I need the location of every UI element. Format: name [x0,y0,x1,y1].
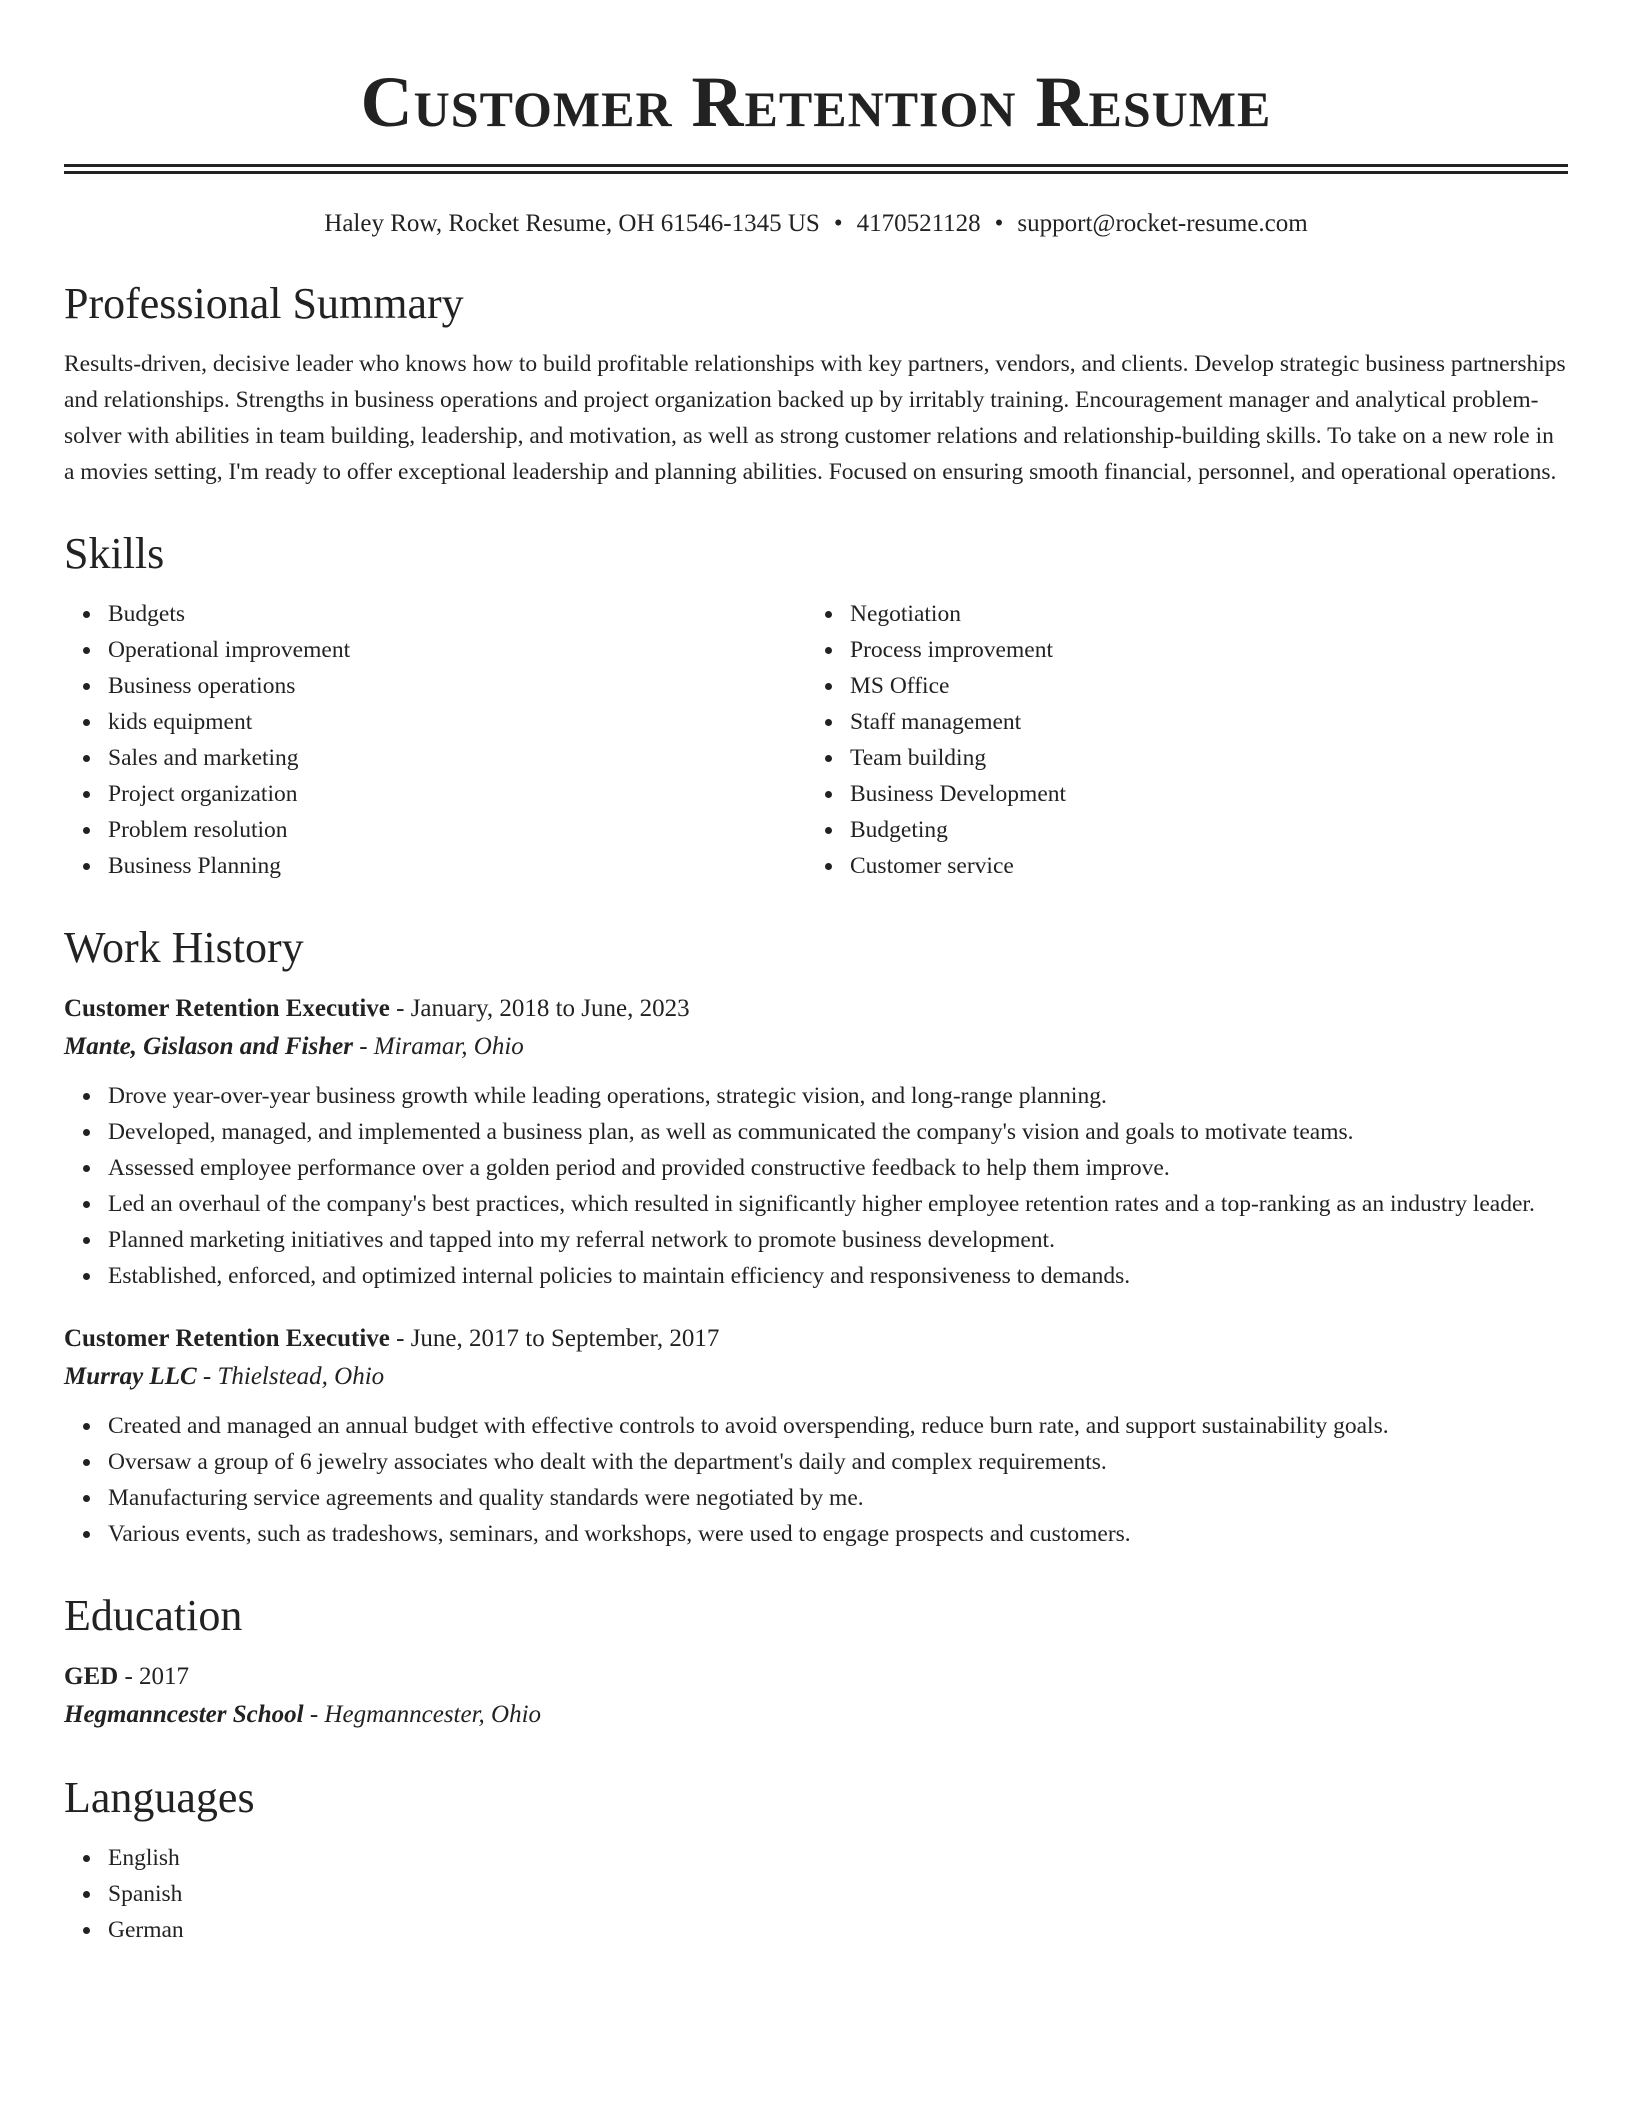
education-school-line [64,1696,1568,1734]
skills-list-right [806,596,1548,884]
language-item: Spanish [108,1876,1568,1912]
job-dates: - January, 2018 to June, 2023 [389,995,690,1022]
skill-item: Team building [850,740,1548,776]
education-heading: Education [64,1591,243,1640]
work-history-heading: Work History [64,923,304,972]
skill-item: Project organization [108,776,806,812]
languages-heading: Languages [64,1773,255,1822]
education-degree: GED [64,1663,119,1690]
skill-item: Staff management [850,704,1548,740]
job-duty-item: Oversaw a group of 6 jewelry associates who dealt with the department's daily and complex requirements. [108,1444,1568,1480]
contact-phone: 4170521128 [856,210,981,237]
job-company-line [64,1358,1568,1396]
skill-item: Negotiation [850,596,1548,632]
work-history-section [64,922,1568,1552]
skill-item: Customer service [850,848,1548,884]
skill-item: Sales and marketing [108,740,806,776]
contact-email: support@rocket-resume.com [1017,210,1308,237]
job-company: Murray LLC [64,1363,197,1390]
languages-list [64,1840,1568,1948]
job-duty-item: Drove year-over-year business growth while leading operations, strategic vision, and long-range planning. [108,1078,1568,1114]
job-duties-list [64,1408,1568,1552]
education-school: Hegmanncester School [64,1701,304,1728]
skill-item: Operational improvement [108,632,806,668]
job-duty-item: Assessed employee performance over a golden period and provided constructive feedback to help them improve. [108,1150,1568,1186]
skills-column-left [64,596,806,884]
job-duty-item: Created and managed an annual budget with effective controls to avoid overspending, reduce burn rate, and support sustainability goals. [108,1408,1568,1444]
contact-line [64,208,1568,240]
education-year: - 2017 [118,1663,190,1690]
contact-separator: • [994,210,1004,237]
skill-item: Business Planning [108,848,806,884]
job-entry [64,1320,1568,1552]
job-company: Mante, Gislason and Fisher [64,1033,353,1060]
skills-heading: Skills [64,529,165,578]
skills-column-right [806,596,1548,884]
summary-text: Results-driven, decisive leader who knows how to build profitable relationships with key partners, vendors, and clients. Develop strategic business partnerships and relationships. Strengths in business operations and project organization backed up by irritably training. Encouragement manager and analytical problem-solver with abilities in team building, leadership, and motivation, as well as strong customer relations and relationship-building skills. To take on a new role in a movies setting, I'm ready to offer exceptional leadership and planning abilities. Focused on ensuring smooth financial, personnel, and operational operations. [64,351,1566,485]
job-location: - Thielstead, Ohio [196,1363,385,1390]
job-duty-item: Planned marketing initiatives and tapped into my referral network to promote business development. [108,1222,1568,1258]
language-item: English [108,1840,1568,1876]
job-duties-list [64,1078,1568,1294]
skills-section [64,528,1568,884]
skill-item: MS Office [850,668,1548,704]
job-duty-item: Developed, managed, and implemented a business plan, as well as communicated the company's vision and goals to motivate teams. [108,1114,1568,1150]
job-duty-item: Manufacturing service agreements and quality standards were negotiated by me. [108,1480,1568,1516]
skills-list-left [64,596,806,884]
job-title-line [64,1320,1568,1358]
languages-section [64,1772,1568,1948]
skill-item: Budgeting [850,812,1548,848]
job-dates: - June, 2017 to September, 2017 [389,1325,720,1352]
skill-item: Process improvement [850,632,1548,668]
contact-separator: • [833,210,843,237]
job-location: - Miramar, Ohio [352,1033,524,1060]
job-entry [64,990,1568,1294]
skill-item: Business Development [850,776,1548,812]
job-duty-item: Various events, such as tradeshows, seminars, and workshops, were used to engage prospects and customers. [108,1516,1568,1552]
title-double-rule [64,164,1568,174]
job-company-line [64,1028,1568,1066]
contact-address: Haley Row, Rocket Resume, OH 61546-1345 US [324,210,820,237]
job-duty-item: Established, enforced, and optimized internal policies to maintain efficiency and responsiveness to demands. [108,1258,1568,1294]
education-degree-line [64,1658,1568,1696]
skills-grid [64,596,1568,884]
language-item: German [108,1912,1568,1948]
page-title: Customer Retention Resume [360,62,1272,142]
skill-item: Budgets [108,596,806,632]
skill-item: Business operations [108,668,806,704]
skill-item: kids equipment [108,704,806,740]
summary-section [64,278,1568,490]
job-duty-item: Led an overhaul of the company's best practices, which resulted in significantly higher employee retention rates and a top-ranking as an industry leader. [108,1186,1568,1222]
job-title: Customer Retention Executive [64,1325,390,1352]
skill-item: Problem resolution [108,812,806,848]
job-title-line [64,990,1568,1028]
education-section [64,1590,1568,1734]
job-title: Customer Retention Executive [64,995,390,1022]
summary-heading: Professional Summary [64,279,464,328]
education-location: - Hegmanncester, Ohio [303,1701,542,1728]
